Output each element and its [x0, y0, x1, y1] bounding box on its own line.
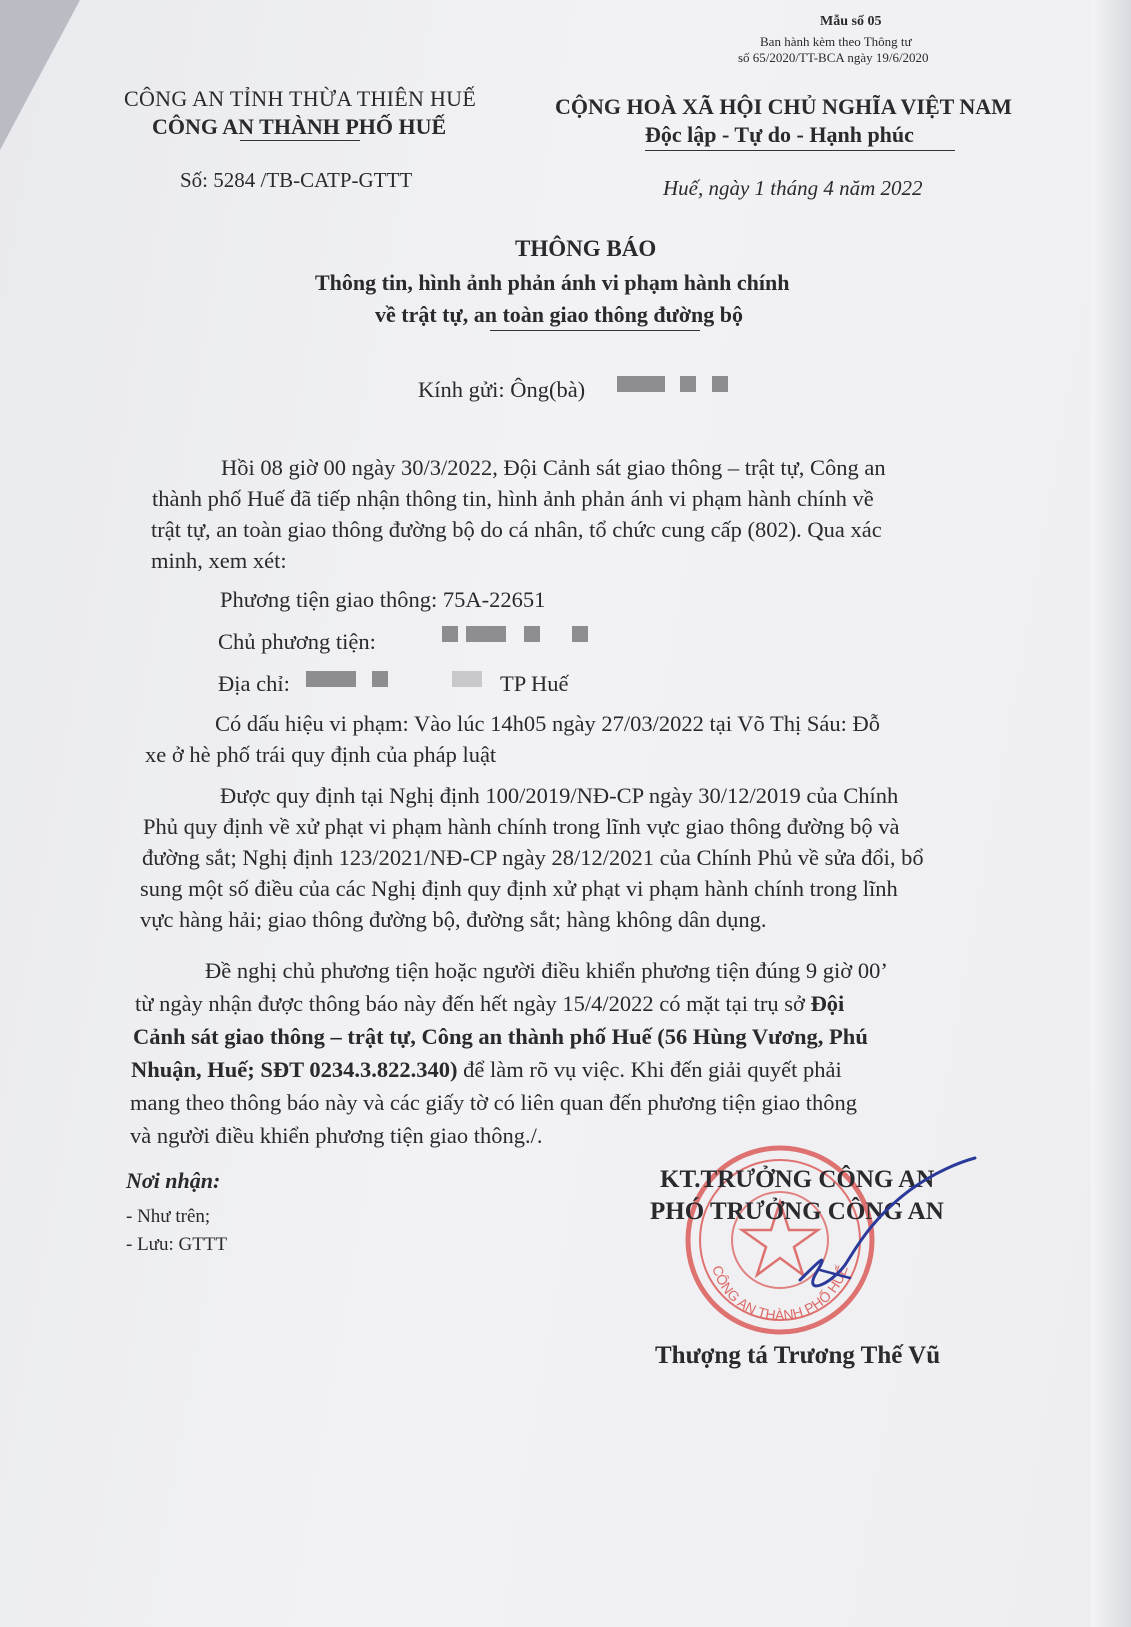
document-number: Số: 5284 /TB-CATP-GTTT [180, 168, 413, 192]
signature-title-1: KT.TRƯỞNG CÔNG AN [660, 1166, 935, 1193]
signature-title-2: PHÓ TRƯỞNG CÔNG AN [650, 1198, 944, 1225]
violation-line: Có dấu hiệu vi phạm: Vào lúc 14h05 ngày 27/03/2022 tại Võ Thị Sáu: Đỗ [215, 711, 880, 736]
paragraph-3-line: Cảnh sát giao thông – trật tự, Công an thành phố Huế (56 Hùng Vương, Phú [133, 1024, 868, 1049]
address-city: TP Huế [500, 671, 569, 696]
violation-line: xe ở hè phố trái quy định của pháp luật [145, 742, 497, 767]
redacted-owner [524, 626, 540, 642]
agency-underline [240, 140, 360, 141]
issued-line-1: Ban hành kèm theo Thông tư [760, 34, 912, 49]
paragraph-2-line: Phủ quy định về xử phạt vi phạm hành chính trong lĩnh vực giao thông đường bộ và [143, 814, 900, 839]
paragraph-2-line: sung một số điều của các Nghị định quy định xử phạt vi phạm hành chính trong lĩnh [140, 876, 898, 901]
motto-underline [645, 150, 955, 151]
recipient-item: - Như trên; [126, 1206, 211, 1227]
redacted-address [452, 671, 482, 687]
paragraph-3-line: Đề nghị chủ phương tiện hoặc người điều khiển phương tiện đúng 9 giờ 00’ [205, 958, 888, 983]
handwritten-signature [760, 1150, 990, 1330]
paragraph-2-line: Được quy định tại Nghị định 100/2019/NĐ-CP ngày 30/12/2019 của Chính [220, 783, 899, 808]
seal-text: CÔNG AN THÀNH PHỐ HUẾ [709, 1263, 851, 1324]
paragraph-1-line: Hồi 08 giờ 00 ngày 30/3/2022, Đội Cảnh sát giao thông – trật tự, Công an [221, 455, 886, 480]
page-edge [1091, 0, 1131, 1627]
place-date: Huế, ngày 1 tháng 4 năm 2022 [663, 176, 923, 200]
redacted-owner [442, 626, 458, 642]
paragraph-1-line: minh, xem xét: [151, 548, 287, 573]
paragraph-3-line: và người điều khiển phương tiện giao thông./. [130, 1123, 543, 1148]
notice-title: THÔNG BÁO [515, 236, 657, 261]
paragraph-3-line: Nhuận, Huế; SĐT 0234.3.822.340) để làm rõ vụ việc. Khi đến giải quyết phải [131, 1057, 842, 1082]
greeting: Kính gửi: Ông(bà) [418, 377, 586, 402]
redacted-name [712, 376, 728, 392]
paragraph-2-line: vực hàng hải; giao thông đường bộ, đường sắt; hàng không dân dụng. [140, 907, 767, 932]
paragraph-1-line: trật tự, an toàn giao thông đường bộ do cá nhân, tổ chức cung cấp (802). Qua xác [151, 517, 882, 542]
signer-name: Thượng tá Trương Thế Vũ [655, 1342, 941, 1369]
agency-name: CÔNG AN THÀNH PHỐ HUẾ [152, 114, 447, 139]
redacted-name [617, 376, 665, 392]
owner-label: Chủ phương tiện: [218, 629, 376, 654]
nation-name: CỘNG HOÀ XÃ HỘI CHỦ NGHĨA VIỆT NAM [555, 94, 1012, 119]
paragraph-3-line: từ ngày nhận được thông báo này đến hết ngày 15/4/2022 có mặt tại trụ sở Đội [135, 991, 845, 1016]
form-number: Mẫu số 05 [820, 14, 882, 29]
redacted-address [372, 671, 388, 687]
redacted-address [306, 671, 356, 687]
paragraph-2-line: đường sắt; Nghị định 123/2021/NĐ-CP ngày 28/12/2021 của Chính Phủ về sửa đổi, bổ [142, 845, 924, 870]
redacted-owner [572, 626, 588, 642]
nation-motto: Độc lập - Tự do - Hạnh phúc [645, 122, 914, 147]
paragraph-1-line: thành phố Huế đã tiếp nhận thông tin, hình ảnh phản ánh vi phạm hành chính về [152, 486, 874, 511]
recipient-item: - Lưu: GTTT [126, 1234, 228, 1255]
recipients-heading: Nơi nhận: [126, 1168, 221, 1193]
folded-corner [0, 0, 80, 150]
redacted-owner [466, 626, 506, 642]
issued-line-2: số 65/2020/TT-BCA ngày 19/6/2020 [738, 50, 929, 65]
redacted-name [680, 376, 696, 392]
notice-subtitle-1: Thông tin, hình ảnh phản ánh vi phạm hành chính [315, 270, 790, 295]
vehicle-plate: Phương tiện giao thông: 75A-22651 [220, 587, 546, 612]
paragraph-3-line: mang theo thông báo này và các giấy tờ có liên quan đến phương tiện giao thông [130, 1090, 858, 1115]
notice-subtitle-2: về trật tự, an toàn giao thông đường bộ [375, 302, 744, 327]
parent-agency: CÔNG AN TỈNH THỪA THIÊN HUẾ [124, 86, 477, 111]
subtitle-underline [490, 330, 700, 331]
address-label: Địa chỉ: [218, 671, 290, 696]
